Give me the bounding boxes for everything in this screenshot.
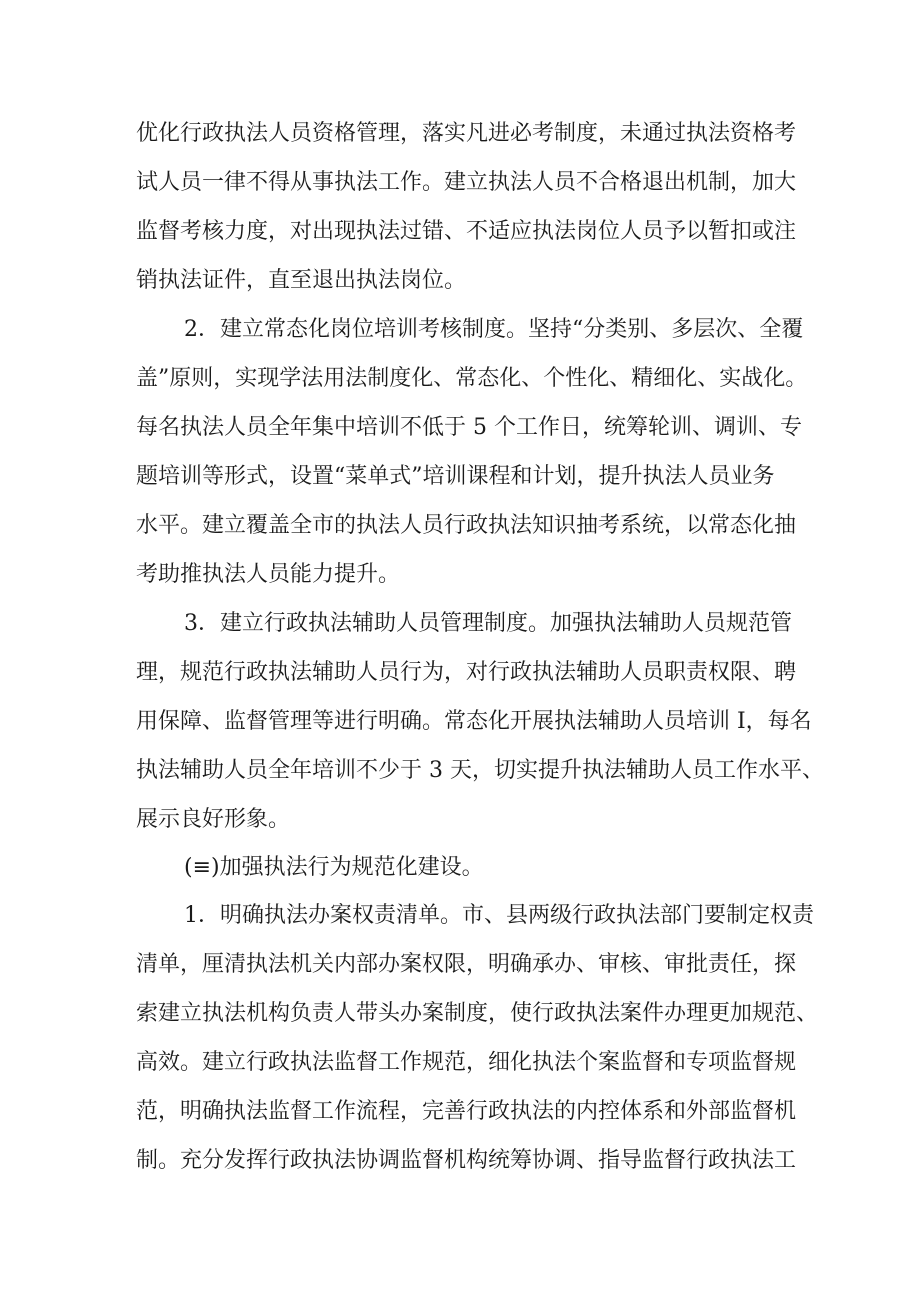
text-line: 索建立执法机构负责人带头办案制度，使行政执法案件办理更加规范、 (136, 1001, 819, 1026)
text-line: 展示良好形象。 (136, 807, 291, 832)
text-line: 优化行政执法人员资格管理，落实凡进必考制度，未通过执法资格考 (136, 121, 797, 146)
text-line: 销执法证件，直至退出执法岗位。 (136, 268, 467, 293)
text-line: 清单，厘清执法机关内部办案权限，明确承办、审核、审批责任，探 (136, 952, 797, 977)
text-line: 用保障、监督管理等进行明确。常态化开展执法辅助人员培训 I，每名 (136, 709, 812, 734)
text-line: 制。充分发挥行政执法协调监督机构统筹协调、指导监督行政执法工 (136, 1148, 797, 1173)
text-line: 理，规范行政执法辅助人员行为，对行政执法辅助人员职责权限、聘 (136, 660, 797, 685)
text-line: 范，明确执法监督工作流程，完善行政执法的内控体系和外部监督机 (136, 1099, 797, 1124)
text-line: 监督考核力度，对出现执法过错、不适应执法岗位人员予以暂扣或注 (136, 219, 797, 244)
text-line: 试人员一律不得从事执法工作。建立执法人员不合格退出机制，加大 (136, 170, 797, 195)
text-line: 3．建立行政执法辅助人员管理制度。加强执法辅助人员规范管 (184, 611, 792, 636)
text-line: 考助推执法人员能力提升。 (136, 562, 401, 587)
text-line: 水平。建立覆盖全市的执法人员行政执法知识抽考系统，以常态化抽 (136, 513, 797, 538)
text-line: 盖”原则，实现学法用法制度化、常态化、个性化、精细化、实战化。 (136, 366, 808, 391)
text-line: 2．建立常态化岗位培训考核制度。坚持“分类别、多层次、全覆 (184, 317, 804, 342)
section-heading: (≡)加强执法行为规范化建设。 (184, 855, 484, 880)
text-line: 题培训等形式，设置“菜单式”培训课程和计划，提升执法人员业务 (136, 464, 775, 489)
text-line: 每名执法人员全年集中培训不低于 5 个工作日，统筹轮训、调训、专 (136, 415, 802, 440)
text-line: 执法辅助人员全年培训不少于 3 天，切实提升执法辅助人员工作水平、 (136, 758, 824, 783)
text-line: 高效。建立行政执法监督工作规范，细化执法个案监督和专项监督规 (136, 1050, 797, 1075)
text-line: 1．明确执法办案权责清单。市、县两级行政执法部门要制定权责 (184, 903, 814, 928)
